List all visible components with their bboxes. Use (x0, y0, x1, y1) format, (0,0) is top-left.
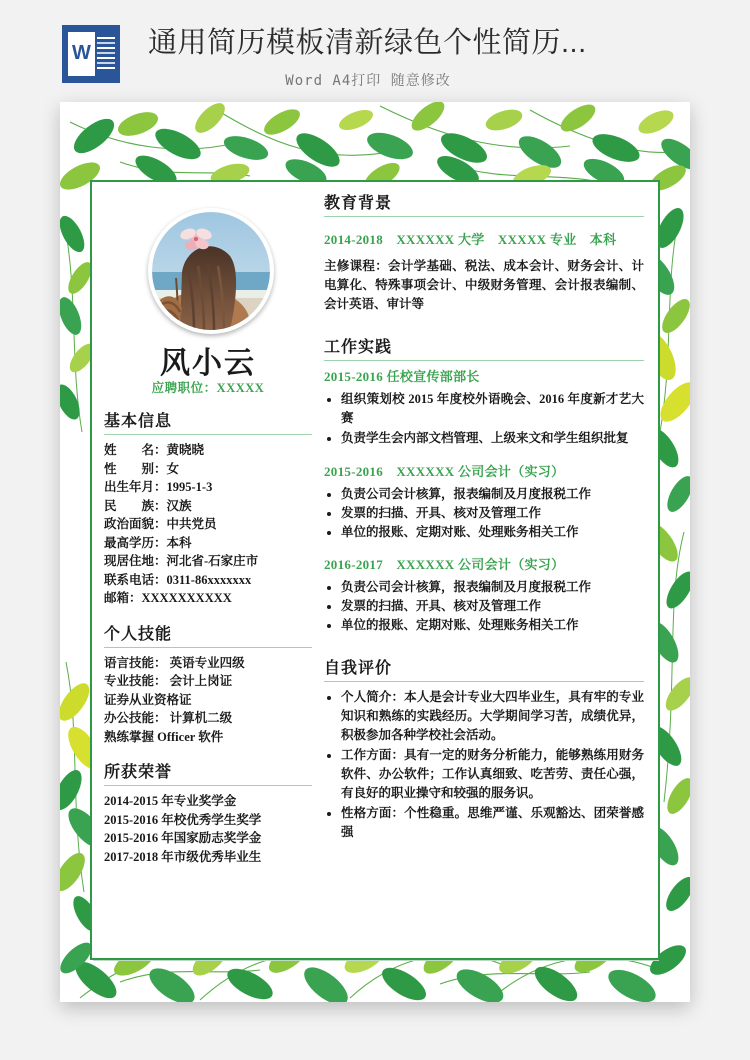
list-item: 联系电话：0311-86xxxxxxx (104, 572, 252, 587)
list-item: 语言技能： 英语专业四级 (104, 655, 245, 670)
honors-rows (104, 792, 312, 866)
word-icon (62, 25, 120, 83)
list-item: • 负责公司会计核算，报表编制及月度报税工作 (341, 485, 644, 504)
honors-rule (104, 785, 312, 786)
candidate-name: 风小云 (160, 347, 256, 380)
work-entry-title: 2015-2016 XXXXXX 公司会计（实习） (324, 464, 565, 479)
list-item: • 工作方面：具有一定的财务分析能力，能够熟练用财务软件、办公软件；工作认真细致、吃苦劳、责任心强，有良好的职业操守和较强的服务识。 (341, 746, 644, 803)
honors-heading: 所获荣誉 (104, 764, 173, 781)
basic-info-rows (104, 441, 312, 608)
education-entry: 2014-2018 XXXXXX 大学 XXXXX 专业 本科 (324, 232, 617, 247)
work-entry-title: 2016-2017 XXXXXX 公司会计（实习） (324, 557, 565, 572)
skills-heading: 个人技能 (104, 625, 173, 643)
list-item: 政治面貌：中共党员 (104, 517, 217, 531)
selfeval-heading: 自我评价 (324, 660, 393, 677)
work-entry (324, 462, 644, 542)
education-section (324, 190, 644, 314)
preview-header (0, 0, 750, 100)
skills-rows (104, 654, 312, 747)
list-item: 2014-2015 年专业奖学金 (104, 794, 237, 808)
list-item: 邮箱：XXXXXXXXXX (104, 591, 232, 605)
word-icon-lines (97, 37, 115, 73)
list-item: 证券从业资格证 (104, 692, 192, 707)
work-entry-bullets (324, 390, 644, 448)
education-detail: 主修课程：会计学基础、税法、成本会计、财务会计、计电算化、特殊事项会计、中级财务管理、会计报表编制、会计英语、审计等 (324, 259, 644, 311)
basic-info-heading: 基本信息 (104, 413, 173, 430)
skills-rule (104, 647, 312, 648)
basic-info-rule (104, 434, 312, 435)
list-item: • 单位的报账、定期对账、处理账务相关工作 (341, 616, 644, 635)
list-item: 性 别：女 (104, 461, 180, 476)
list-item: 2017-2018 年市级优秀毕业生 (104, 849, 262, 864)
resume-frame (90, 180, 660, 960)
resume-paper (60, 102, 690, 1002)
education-heading: 教育背景 (324, 195, 393, 212)
word-icon-page (68, 32, 95, 76)
list-item: 最高学历：本科 (104, 535, 192, 550)
list-item: • 组织策划校 2015 年度校外语晚会、2016 年度新才艺大赛 (341, 390, 644, 428)
list-item: 2015-2016 年国家励志奖学金 (104, 831, 262, 845)
selfeval-section (324, 655, 644, 842)
list-item: • 发票的扫描、开具、核对及管理工作 (341, 504, 644, 523)
avatar (148, 208, 274, 334)
work-rule (324, 360, 644, 361)
list-item: • 负责公司会计核算，报表编制及月度报税工作 (341, 578, 644, 597)
basic-info-section (104, 408, 312, 608)
list-item: • 单位的报账、定期对账、处理账务相关工作 (341, 523, 644, 542)
list-item: 现居住地：河北省-石家庄市 (104, 554, 259, 568)
selfeval-bullets (324, 688, 644, 842)
list-item: • 负责学生会内部文档管理、上级来文和学生组织批复 (341, 429, 644, 448)
list-item: 办公技能： 计算机二级 (104, 711, 233, 725)
word-icon-letter: W (72, 42, 91, 64)
list-item: 2015-2016 年校优秀学生奖学 (104, 812, 262, 827)
list-item: 出生年月：1995-1-3 (104, 480, 213, 494)
list-item: 姓 名：黄晓晓 (104, 443, 205, 457)
education-rule (324, 216, 644, 217)
page-subtitle: Word A4打印 随意修改 (285, 73, 451, 89)
work-section (324, 334, 644, 635)
work-entry (324, 367, 644, 448)
list-item: 民 族：汉族 (104, 498, 192, 513)
selfeval-rule (324, 681, 644, 682)
resume-left-column (104, 190, 312, 866)
work-entry-title: 2015-2016 任校宣传部部长 (324, 369, 480, 384)
honors-section (104, 759, 312, 866)
work-heading: 工作实践 (324, 339, 393, 356)
candidate-position: 应聘职位：XXXXX (151, 381, 265, 395)
work-entry-bullets (324, 578, 644, 635)
list-item: • 性格方面：个性稳重。思维严谨、乐观豁达、团荣誉感强 (341, 804, 644, 842)
list-item: • 个人简介：本人是会计专业大四毕业生，具有牢的专业知识和熟练的实践经历。大学期间学习苦，成绩优异，积极参加各种学校社会活动。 (341, 688, 644, 745)
avatar-photo (152, 212, 270, 330)
resume-right-column (324, 190, 644, 843)
list-item: 专业技能： 会计上岗证 (104, 674, 233, 688)
page-title: 通用简历模板清新绿色个性简历... (148, 27, 587, 59)
list-item: 熟练掌握 Officer 软件 (104, 729, 224, 744)
skills-section (104, 621, 312, 747)
work-entry-bullets (324, 485, 644, 542)
work-entry (324, 555, 644, 635)
list-item: • 发票的扫描、开具、核对及管理工作 (341, 597, 644, 616)
